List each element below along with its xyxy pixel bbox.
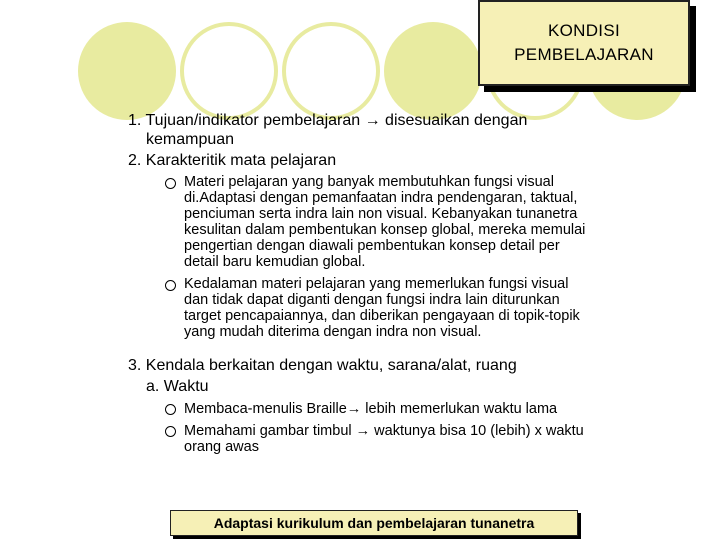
bullet-2-line-4: yang mudah diterima dengan indra non visual. bbox=[184, 324, 482, 340]
decor-ring-1 bbox=[180, 22, 278, 120]
bullet-1-line-1: Materi pelajaran yang banyak membutuhkan fungsi visual bbox=[184, 174, 554, 190]
title-line-2: PEMBELAJARAN bbox=[514, 45, 654, 64]
decor-circle-2 bbox=[384, 22, 482, 120]
bullet-2-line-2: dan tidak dapat diganti dengan fungsi indra lain diturunkan bbox=[184, 292, 560, 308]
item-2: 2. Karakteritik mata pelajaran bbox=[128, 152, 337, 169]
bullet-1-line-2: di.Adaptasi dengan pemanfaatan indra pendengaran, taktual, bbox=[184, 190, 578, 206]
bullet-1-line-4: kesulitan dalam pembentukan konsep global, mereka memulai bbox=[184, 222, 586, 238]
bullet-icon bbox=[165, 178, 176, 189]
bullet-1-line-6: detail baru kemudian global. bbox=[184, 254, 366, 270]
bullet-icon bbox=[165, 426, 176, 437]
item-1-line-2: kemampuan bbox=[146, 131, 235, 148]
title-line-1: KONDISI bbox=[547, 21, 620, 40]
bullet-4-line-2: orang awas bbox=[184, 439, 259, 455]
title-box bbox=[478, 0, 690, 86]
bullet-icon bbox=[165, 404, 176, 415]
bullet-4-line-1: Memahami gambar timbul → waktunya bisa 10 (lebih) x waktu bbox=[184, 423, 584, 439]
bullet-2-line-3: target pencapaiannya, dan diberikan pengayaan di topik-topik bbox=[184, 308, 580, 324]
footer-label: Adaptasi kurikulum dan pembelajaran tunanetra bbox=[213, 515, 535, 531]
bullet-3-line-1: Membaca-menulis Braille→ lebih memerlukan waktu lama bbox=[184, 401, 558, 417]
bullet-1-line-5: pengertian dengan diawali pembentukan konsep detail per bbox=[184, 238, 560, 254]
bullet-2-line-1: Kedalaman materi pelajaran yang memerlukan fungsi visual bbox=[184, 276, 569, 292]
footer-box bbox=[170, 510, 578, 536]
item-3a: a. Waktu bbox=[146, 378, 209, 395]
bullet-icon bbox=[165, 280, 176, 291]
decor-ring-2 bbox=[282, 22, 380, 120]
decor-circle-1 bbox=[78, 22, 176, 120]
item-1-line-1: 1. Tujuan/indikator pembelajaran → disesuaikan dengan bbox=[128, 112, 528, 129]
item-3: 3. Kendala berkaitan dengan waktu, sarana/alat, ruang bbox=[128, 357, 517, 374]
bullet-1-line-3: penciuman serta indra lain non visual. Kebanyakan tunanetra bbox=[184, 206, 578, 222]
